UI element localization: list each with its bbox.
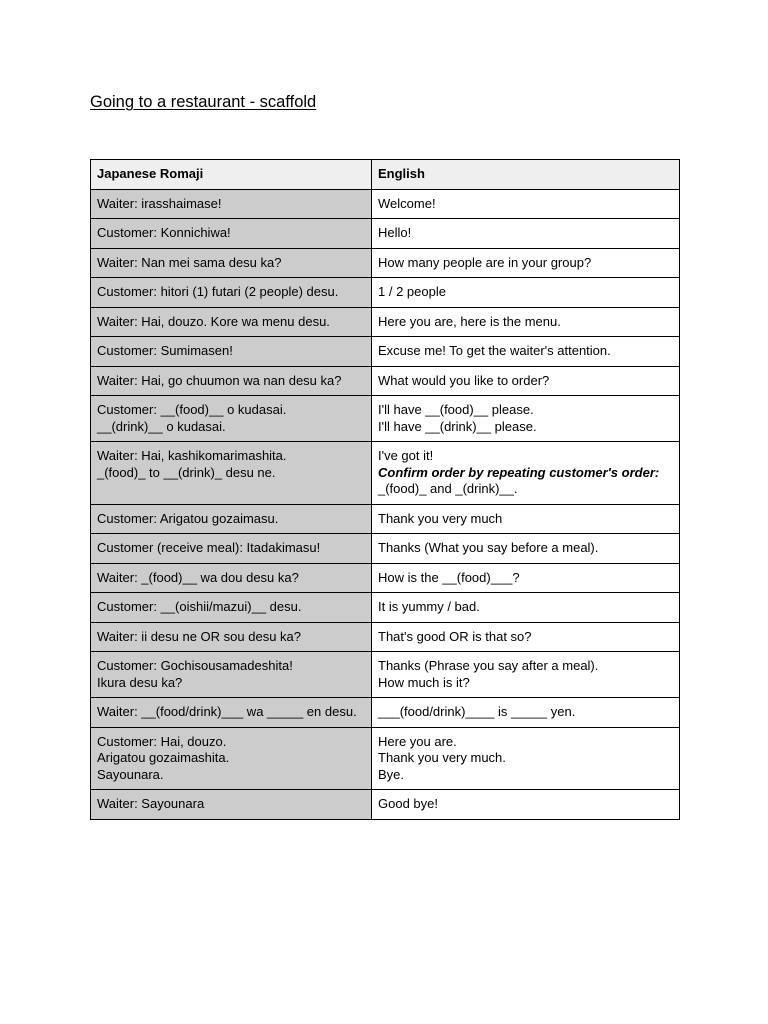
- romaji-cell: Customer: __(food)__ o kudasai. __(drink)__ o kudasai.: [91, 396, 372, 442]
- english-cell: Good bye!: [372, 790, 680, 820]
- english-cell: Excuse me! To get the waiter's attention.: [372, 337, 680, 367]
- romaji-cell: Waiter: __(food/drink)___ wa _____ en desu.: [91, 698, 372, 728]
- romaji-cell: Customer: hitori (1) futari (2 people) desu.: [91, 278, 372, 308]
- english-cell: Thanks (Phrase you say after a meal). How much is it?: [372, 652, 680, 698]
- table-row: [91, 307, 680, 337]
- romaji-cell: Waiter: Hai, go chuumon wa nan desu ka?: [91, 366, 372, 396]
- table-row: [91, 593, 680, 623]
- table-row: [91, 189, 680, 219]
- table-row: [91, 652, 680, 698]
- instruction-note: Confirm order by repeating customer's order:: [378, 464, 660, 480]
- english-cell: ___(food/drink)____ is _____ yen.: [372, 698, 680, 728]
- english-cell: Thank you very much: [372, 504, 680, 534]
- table-row: [91, 534, 680, 564]
- english-cell: I'll have __(food)__ please. I'll have __(drink)__ please.: [372, 396, 680, 442]
- romaji-cell: Customer: Hai, douzo. Arigatou gozaimashita. Sayounara.: [91, 727, 372, 790]
- english-cell: It is yummy / bad.: [372, 593, 680, 623]
- romaji-cell: Customer: Konnichiwa!: [91, 219, 372, 249]
- english-cell: Thanks (What you say before a meal).: [372, 534, 680, 564]
- romaji-cell: Customer: Gochisousamadeshita! Ikura desu ka?: [91, 652, 372, 698]
- table-row: [91, 219, 680, 249]
- romaji-cell: Waiter: ii desu ne OR sou desu ka?: [91, 622, 372, 652]
- table-row: [91, 622, 680, 652]
- romaji-cell: Waiter: _(food)__ wa dou desu ka?: [91, 563, 372, 593]
- english-cell: That's good OR is that so?: [372, 622, 680, 652]
- english-cell: Here you are. Thank you very much. Bye.: [372, 727, 680, 790]
- english-cell: [372, 442, 680, 505]
- table-row: [91, 366, 680, 396]
- column-header-english: English: [372, 160, 680, 190]
- page-title: Going to a restaurant - scaffold: [90, 93, 317, 111]
- table-row: [91, 727, 680, 790]
- english-cell: What would you like to order?: [372, 366, 680, 396]
- romaji-cell: Waiter: Hai, douzo. Kore wa menu desu.: [91, 307, 372, 337]
- table-row: [91, 442, 680, 505]
- english-cell: Hello!: [372, 219, 680, 249]
- english-cell: How is the __(food)___?: [372, 563, 680, 593]
- column-header-romaji: Japanese Romaji: [91, 160, 372, 190]
- romaji-cell: Customer: __(oishii/mazui)__ desu.: [91, 593, 372, 623]
- romaji-cell: Customer: Sumimasen!: [91, 337, 372, 367]
- english-cell: How many people are in your group?: [372, 248, 680, 278]
- table-row: [91, 504, 680, 534]
- table-row: [91, 790, 680, 820]
- romaji-cell: Waiter: irasshaimase!: [91, 189, 372, 219]
- table-row: [91, 248, 680, 278]
- table-row: [91, 698, 680, 728]
- dialogue-table: [90, 159, 680, 820]
- romaji-cell: Waiter: Nan mei sama desu ka?: [91, 248, 372, 278]
- english-cell: 1 / 2 people: [372, 278, 680, 308]
- table-row: [91, 563, 680, 593]
- romaji-cell: Waiter: Sayounara: [91, 790, 372, 820]
- romaji-cell: Customer: Arigatou gozaimasu.: [91, 504, 372, 534]
- table-row: [91, 396, 680, 442]
- english-cell: Here you are, here is the menu.: [372, 307, 680, 337]
- english-line: _(food)_ and _(drink)__.: [378, 481, 518, 496]
- table-row: [91, 278, 680, 308]
- romaji-cell: Waiter: Hai, kashikomarimashita. _(food)_ to __(drink)_ desu ne.: [91, 442, 372, 505]
- table-row: [91, 337, 680, 367]
- table-header-row: [91, 160, 680, 190]
- english-line: I've got it!: [378, 448, 434, 463]
- romaji-cell: Customer (receive meal): Itadakimasu!: [91, 534, 372, 564]
- english-cell: Welcome!: [372, 189, 680, 219]
